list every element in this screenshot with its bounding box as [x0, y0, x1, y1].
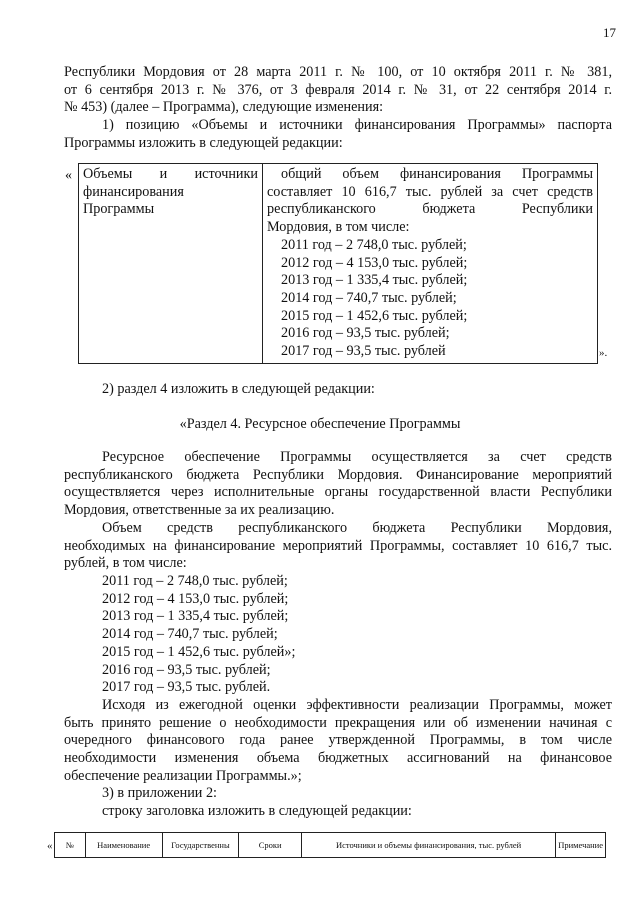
right-cell-line: общий объем финансирования Программы — [281, 166, 593, 182]
header-table — [54, 832, 606, 858]
item-3: 3) в приложении 2: — [102, 785, 217, 801]
paragraph-3-line: необходимости изменения объема бюджетных ассигнований на финансовое — [64, 750, 612, 767]
intro-line: № 453) (далее – Программа), следующие изменения: — [64, 99, 384, 116]
passport-year: 2017 год – 93,5 тыс. рублей — [281, 343, 446, 360]
passport-year: 2016 год – 93,5 тыс. рублей; — [281, 325, 450, 342]
year-item: 2015 год – 1 452,6 тыс. рублей»; — [102, 643, 296, 660]
paragraph-2 — [64, 520, 612, 573]
item-1 — [64, 117, 612, 152]
year-item: 2011 год – 2 748,0 тыс. рублей; — [102, 573, 288, 589]
paragraph-3-line: быть принято решение о необходимости прекращения или об изменении начиная с — [64, 714, 612, 731]
right-cell-line: составляет 10 616,7 тыс. рублей за счет средств — [267, 183, 593, 200]
year-item: 2016 год – 93,5 тыс. рублей; — [102, 661, 271, 678]
header-cell-sources: Источники и объемы финансирования, тыс. рублей — [301, 833, 555, 858]
paragraph-3-line: обеспечение реализации Программы.»; — [64, 767, 302, 784]
year-item: 2012 год – 4 153,0 тыс. рублей; — [102, 590, 289, 607]
header-cell-number: № — [55, 833, 86, 858]
year-item: 2014 год – 740,7 тыс. рублей; — [102, 626, 278, 643]
left-cell-line: Объемы и источники — [83, 166, 258, 182]
close-quote: ». — [599, 347, 608, 359]
item-2: 2) раздел 4 изложить в следующей редакции: — [102, 381, 375, 397]
paragraph-1-line: республиканского бюджета Республики Мордовия. Финансирование мероприятий — [64, 466, 612, 483]
page-number: 17 — [603, 25, 616, 40]
passport-year: 2013 год – 1 335,4 тыс. рублей; — [281, 272, 468, 289]
passport-table — [78, 163, 598, 364]
passport-year: 2014 год – 740,7 тыс. рублей; — [281, 289, 457, 306]
passport-right-cell — [263, 164, 598, 364]
passport-year: 2011 год – 2 748,0 тыс. рублей; — [281, 236, 467, 253]
paragraph-2-line: необходимых на финансирование мероприятий Программы, составляет 10 616,7 тыс. — [64, 537, 612, 554]
header-cell-state: Государственны — [162, 833, 239, 858]
paragraph-1-line: осуществляется через исполнительные органы государственной власти Республики — [64, 484, 612, 501]
passport-left-cell — [79, 164, 263, 364]
right-cell-line: республиканского бюджета Республики — [267, 201, 593, 218]
years-list — [102, 573, 602, 697]
item-3-sub: строку заголовка изложить в следующей редакции: — [102, 803, 412, 819]
paragraph-3-line: Исходя из ежегодной оценки эффективности реализации Программы, может — [102, 697, 612, 713]
passport-year: 2012 год – 4 153,0 тыс. рублей; — [281, 254, 468, 271]
paragraph-2-line: рублей, в том числе: — [64, 555, 187, 572]
paragraph-1 — [64, 449, 612, 520]
item-1-line: Программы изложить в следующей редакции: — [64, 134, 343, 151]
intro-paragraph — [64, 64, 612, 117]
header-cell-terms: Сроки — [239, 833, 302, 858]
header-cell-name: Наименование — [85, 833, 162, 858]
paragraph-3 — [64, 697, 612, 786]
left-cell-line: финансирования — [83, 183, 184, 200]
paragraph-3-line: очередного финансового года ранее утвержденной Программы, в том числе — [64, 732, 612, 749]
paragraph-1-line: Ресурсное обеспечение Программы осуществляется за счет средств — [102, 449, 612, 465]
header-cell-note: Примечание — [556, 833, 606, 858]
year-item: 2013 год – 1 335,4 тыс. рублей; — [102, 608, 289, 625]
left-cell-line: Программы — [83, 201, 155, 218]
paragraph-2-line: Объем средств республиканского бюджета Республики Мордовия, — [102, 520, 612, 536]
intro-line: от 6 сентября 2013 г. № 376, от 3 февраля 2014 г. № 31, от 22 сентября 2014 г. — [64, 81, 612, 98]
year-item: 2017 год – 93,5 тыс. рублей. — [102, 679, 271, 696]
section-title: «Раздел 4. Ресурсное обеспечение Программы — [179, 416, 461, 432]
passport-year: 2015 год – 1 452,6 тыс. рублей; — [281, 307, 468, 324]
paragraph-1-line: Мордовия, ответственные за их реализацию. — [64, 502, 335, 519]
intro-line: Республики Мордовия от 28 марта 2011 г. № 100, от 10 октября 2011 г. № 381, — [64, 64, 612, 80]
header-open-quote: « — [47, 840, 53, 852]
item-1-line: 1) позицию «Объемы и источники финансирования Программы» паспорта — [102, 117, 612, 133]
open-quote: « — [65, 168, 72, 183]
right-cell-line: Мордовия, в том числе: — [267, 219, 410, 236]
